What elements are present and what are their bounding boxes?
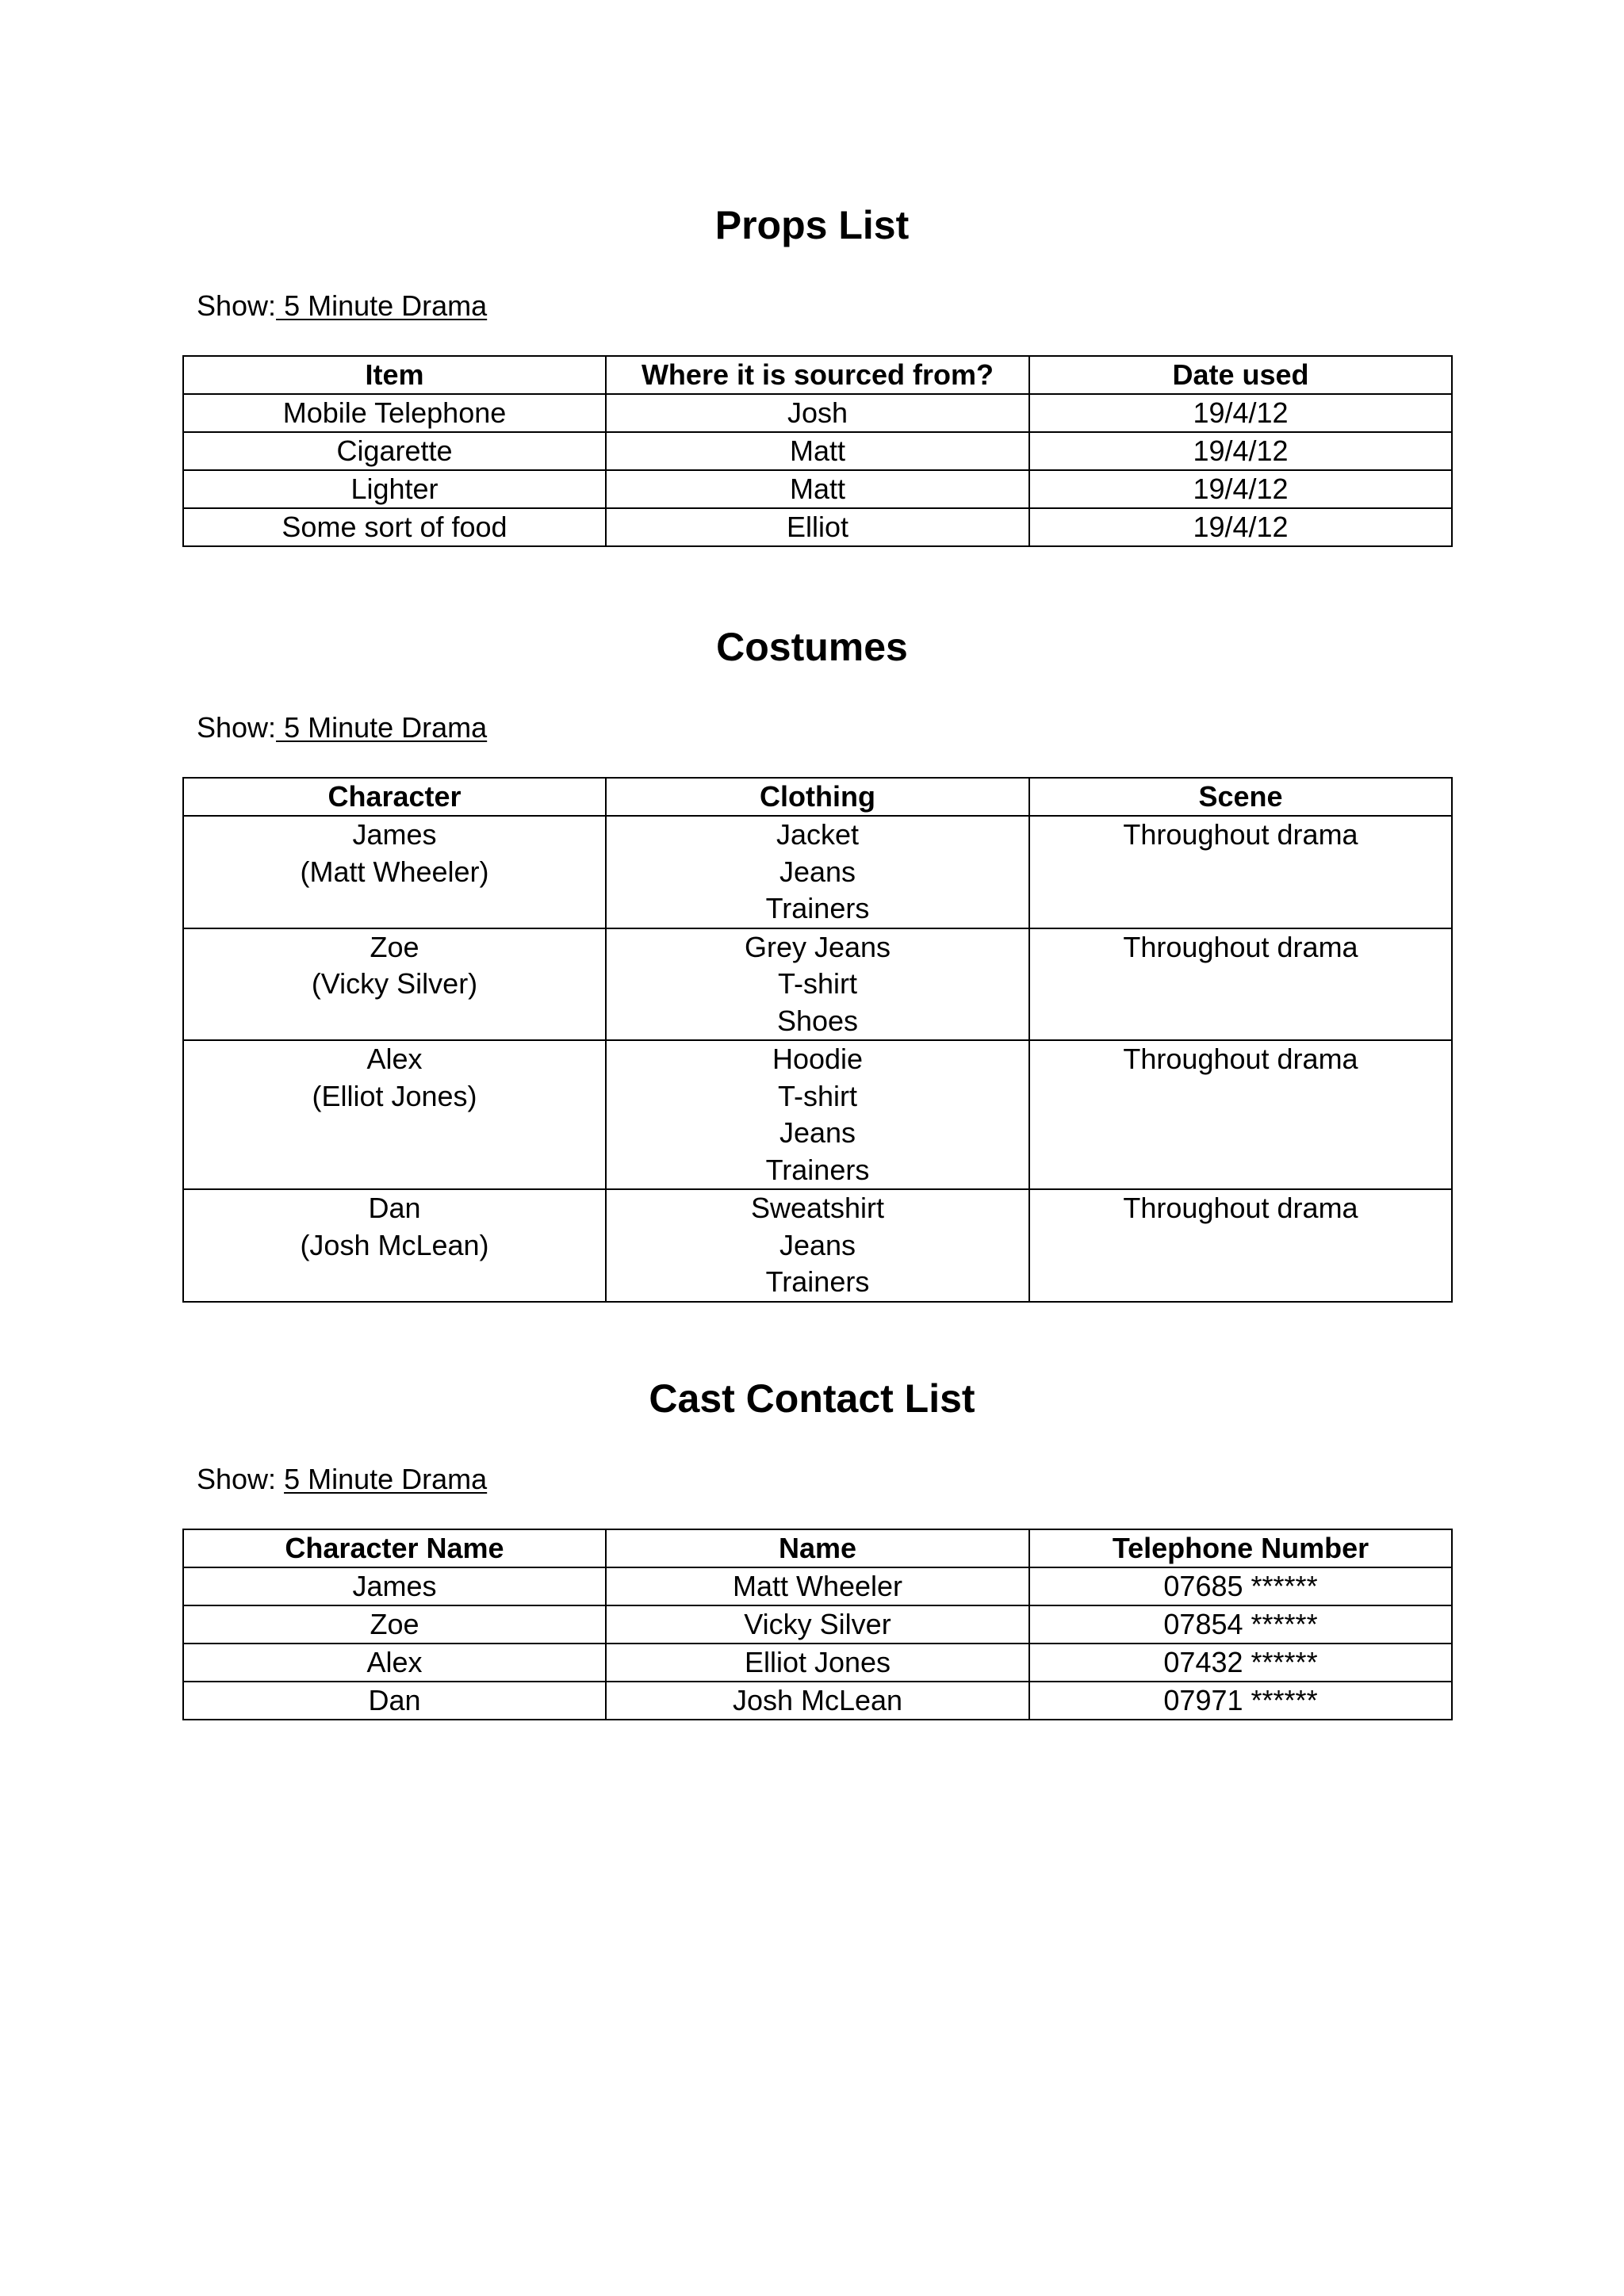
costumes-title: Costumes [716, 625, 908, 669]
character-name: James [352, 818, 437, 851]
actor-name: (Josh McLean) [300, 1228, 489, 1261]
cast-table [182, 1529, 1453, 1720]
cast-title: Cast Contact List [649, 1376, 975, 1421]
cast-character: James [183, 1567, 606, 1605]
actor-name: (Elliot Jones) [312, 1079, 477, 1112]
costumes-show-value: 5 Minute Drama [276, 711, 488, 744]
props-source: Elliot [606, 508, 1029, 546]
cast-character: Zoe [183, 1605, 606, 1644]
costumes-header-clothing: Clothing [606, 778, 1029, 816]
costume-character [183, 1189, 606, 1302]
cast-character: Alex [183, 1644, 606, 1682]
character-name: Dan [368, 1192, 421, 1224]
clothing-item: Trainers [765, 1265, 870, 1298]
costume-scene: Throughout drama [1029, 1040, 1452, 1189]
costumes-table [182, 777, 1453, 1303]
cast-show-label: Show: [197, 1463, 285, 1495]
clothing-item: Sweatshirt [750, 1192, 885, 1224]
costume-clothing [606, 1040, 1029, 1189]
costumes-header-scene: Scene [1029, 778, 1452, 816]
costume-clothing [606, 928, 1029, 1041]
character-name: Zoe [370, 930, 419, 963]
props-header-item: Item [183, 356, 606, 394]
table-row [183, 470, 1452, 508]
table-row [183, 432, 1452, 470]
clothing-item: Trainers [765, 1153, 870, 1186]
table-row [183, 928, 1452, 1041]
table-row [183, 1605, 1452, 1644]
table-row [183, 816, 1452, 928]
clothing-item: T-shirt [777, 967, 857, 1000]
cast-header-phone: Telephone Number [1029, 1529, 1452, 1567]
costume-character [183, 928, 606, 1041]
props-source: Matt [606, 432, 1029, 470]
costume-clothing [606, 1189, 1029, 1302]
costume-clothing [606, 816, 1029, 928]
costume-character [183, 1040, 606, 1189]
character-name: Alex [366, 1043, 423, 1075]
cast-phone: 07685 ****** [1029, 1567, 1452, 1605]
props-item: Some sort of food [183, 508, 606, 546]
costume-scene: Throughout drama [1029, 1189, 1452, 1302]
costumes-header-row [183, 778, 1452, 816]
props-date: 19/4/12 [1029, 394, 1452, 432]
table-row [183, 1189, 1452, 1302]
props-item: Mobile Telephone [183, 394, 606, 432]
cast-name: Matt Wheeler [606, 1567, 1029, 1605]
costumes-show-line [197, 710, 487, 745]
clothing-item: Grey Jeans [744, 930, 891, 963]
actor-name: (Vicky Silver) [311, 967, 478, 1000]
clothing-item: Hoodie [772, 1043, 864, 1075]
table-row [183, 1644, 1452, 1682]
clothing-item: Shoes [776, 1004, 859, 1037]
props-item: Cigarette [183, 432, 606, 470]
props-header-source: Where it is sourced from? [606, 356, 1029, 394]
cast-phone: 07432 ****** [1029, 1644, 1452, 1682]
cast-header-name: Name [606, 1529, 1029, 1567]
actor-name: (Matt Wheeler) [300, 855, 489, 888]
props-table [182, 355, 1453, 547]
props-item: Lighter [183, 470, 606, 508]
clothing-item: Trainers [765, 892, 870, 924]
cast-character: Dan [183, 1682, 606, 1720]
props-date: 19/4/12 [1029, 432, 1452, 470]
cast-show-value: 5 Minute Drama [284, 1463, 488, 1495]
clothing-item: Jeans [779, 1116, 856, 1149]
props-source: Matt [606, 470, 1029, 508]
props-title: Props List [714, 203, 910, 247]
costume-scene: Throughout drama [1029, 928, 1452, 1041]
cast-header-row [183, 1529, 1452, 1567]
props-show-line [197, 289, 487, 323]
props-header-date: Date used [1029, 356, 1452, 394]
cast-show-line [197, 1462, 487, 1497]
cast-name: Vicky Silver [606, 1605, 1029, 1644]
props-show-value: 5 Minute Drama [276, 289, 488, 322]
props-source: Josh [606, 394, 1029, 432]
cast-header-character: Character Name [183, 1529, 606, 1567]
table-row [183, 1682, 1452, 1720]
table-row [183, 1040, 1452, 1189]
table-row [183, 1567, 1452, 1605]
props-header-row [183, 356, 1452, 394]
table-row [183, 508, 1452, 546]
clothing-item: Jacket [776, 818, 860, 851]
cast-name: Elliot Jones [606, 1644, 1029, 1682]
cast-name: Josh McLean [606, 1682, 1029, 1720]
clothing-item: Jeans [779, 855, 856, 888]
cast-phone: 07854 ****** [1029, 1605, 1452, 1644]
clothing-item: Jeans [779, 1228, 856, 1261]
costume-scene: Throughout drama [1029, 816, 1452, 928]
props-show-label: Show: [197, 289, 277, 322]
costume-character [183, 816, 606, 928]
props-date: 19/4/12 [1029, 470, 1452, 508]
props-date: 19/4/12 [1029, 508, 1452, 546]
costumes-show-label: Show: [197, 711, 277, 744]
costumes-header-character: Character [183, 778, 606, 816]
table-row [183, 394, 1452, 432]
cast-phone: 07971 ****** [1029, 1682, 1452, 1720]
clothing-item: T-shirt [777, 1079, 857, 1112]
